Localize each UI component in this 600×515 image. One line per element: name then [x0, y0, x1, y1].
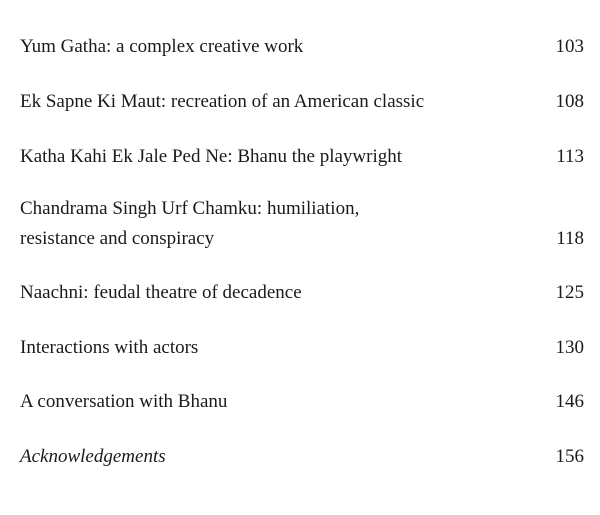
toc-entry-title: Ek Sapne Ki Maut: recreation of an American classic	[20, 91, 425, 112]
toc-entry-conversation	[20, 387, 584, 417]
toc-entry-ek-sapne-ki-maut	[20, 87, 584, 117]
toc-entry-page: 146	[555, 391, 584, 412]
toc-entry-title: Naachni: feudal theatre of decadence	[20, 282, 302, 303]
toc-entry-page: 125	[555, 282, 584, 303]
toc-entry-title: Katha Kahi Ek Jale Ped Ne: Bhanu the playwright	[20, 146, 403, 167]
toc-entry-katha-kahi	[20, 142, 584, 172]
toc-entry-page: 113	[556, 146, 584, 167]
toc-entry-page: 118	[556, 228, 584, 249]
toc-entry-title: Acknowledgements	[20, 446, 166, 467]
toc-entry-naachni	[20, 278, 584, 308]
toc-entry-yum-gatha	[20, 32, 584, 62]
toc-entry-title: A conversation with Bhanu	[20, 391, 228, 412]
toc-entry-acknowledgements	[20, 442, 584, 472]
toc-entry-page: 108	[555, 91, 584, 112]
toc-entry-page: 156	[555, 446, 584, 467]
toc-entry-title: Chandrama Singh Urf Chamku: humiliation, resistance and conspiracy	[20, 198, 360, 249]
toc-entry-interactions	[20, 333, 584, 363]
toc-entry-page: 103	[555, 36, 584, 57]
toc-entry-chandrama-singh	[20, 194, 584, 254]
toc-entry-title: Yum Gatha: a complex creative work	[20, 36, 304, 57]
toc-entry-title: Interactions with actors	[20, 337, 199, 358]
toc-entry-page: 130	[555, 337, 584, 358]
